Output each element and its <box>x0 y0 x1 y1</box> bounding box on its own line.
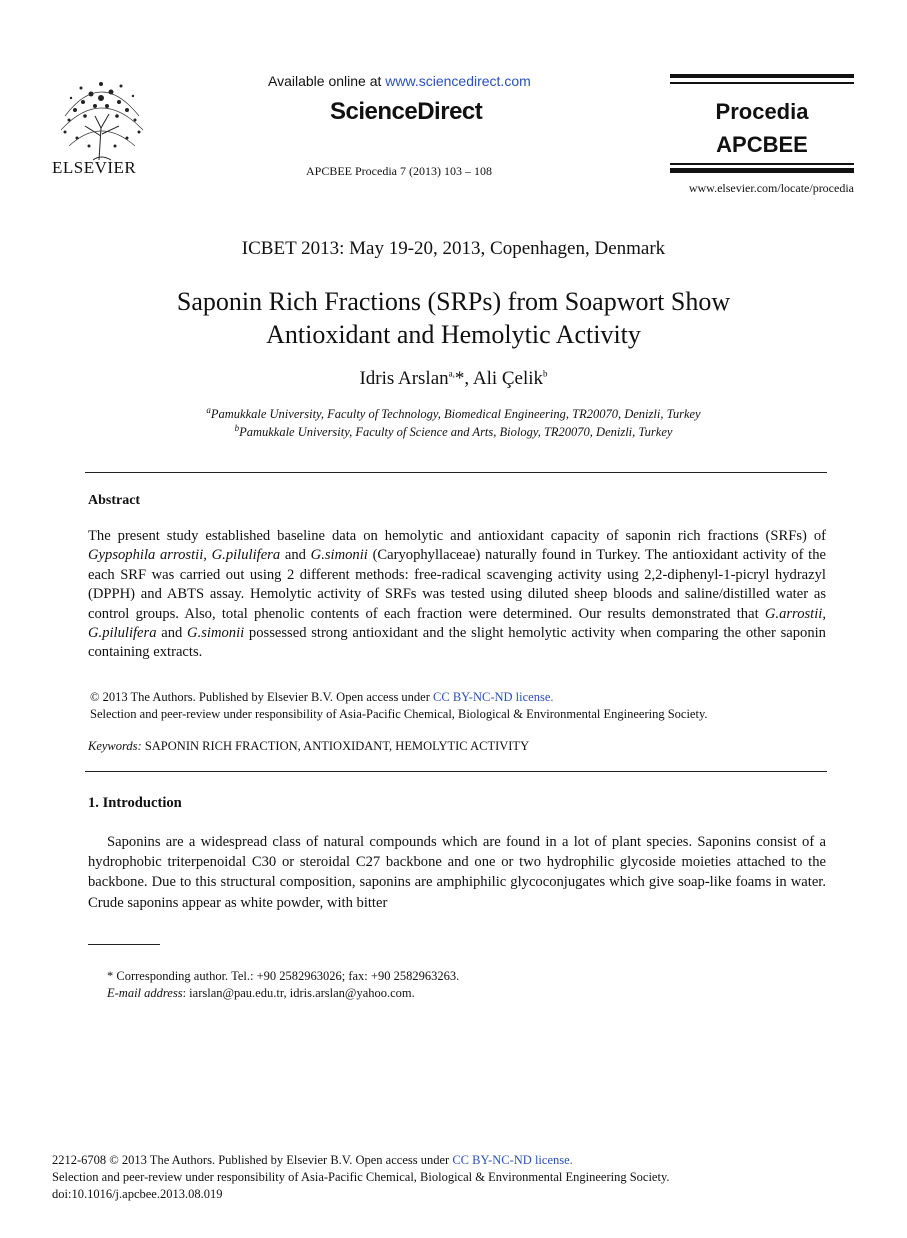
sciencedirect-logo: ScienceDirect <box>330 98 483 125</box>
title-line-1: Saponin Rich Fractions (SRPs) from Soapwort Show <box>176 287 731 316</box>
footer-issn <box>52 1153 573 1168</box>
available-online <box>268 73 531 89</box>
species-3: G.arrostii <box>764 605 823 622</box>
keywords-text: SAPONIN RICH FRACTION, ANTIOXIDANT, HEMOLYTIC ACTIVITY <box>141 739 530 753</box>
author-separator: , <box>464 368 473 389</box>
keywords <box>88 739 529 754</box>
abstract-body <box>88 527 826 663</box>
email-address <box>107 986 415 1001</box>
divider-top <box>85 472 827 473</box>
email-label: E-mail address <box>107 986 183 1000</box>
email-text: : iarslan@pau.edu.tr, idris.arslan@yahoo.com. <box>182 986 415 1000</box>
available-prefix: Available online at <box>268 73 386 89</box>
title-line-2: Antioxidant and Hemolytic Activity <box>266 320 641 349</box>
journal-url[interactable]: www.elsevier.com/locate/procedia <box>688 181 854 195</box>
keywords-label: Keywords: <box>88 739 142 753</box>
footer-peer-review: Selection and peer-review under responsibility of Asia-Pacific Chemical, Biological & Environmental Engineering Society. <box>52 1170 670 1184</box>
introduction-heading: 1. Introduction <box>88 795 182 811</box>
footer-license-link[interactable]: CC BY-NC-ND license. <box>452 1153 573 1167</box>
procedia-bottom-bar-thin <box>670 163 854 165</box>
conference-line: ICBET 2013: May 19-20, 2013, Copenhagen, Denmark <box>241 238 666 259</box>
procedia-top-bar-thin <box>670 82 854 84</box>
sciencedirect-link[interactable]: www.sciencedirect.com <box>385 73 531 89</box>
abstract-text-2: and <box>280 547 311 564</box>
copyright-text: © 2013 The Authors. Published by Elsevier B.V. Open access under <box>90 690 434 704</box>
journal-citation: APCBEE Procedia 7 (2013) 103 – 108 <box>306 164 492 178</box>
species-5: G.simonii <box>187 625 245 642</box>
procedia-bottom-bar <box>670 168 854 173</box>
author-2: Ali Çelik <box>472 368 544 389</box>
footnote-rule <box>88 944 160 945</box>
copyright-notice <box>90 689 708 723</box>
procedia-line2: APCBEE <box>716 132 808 157</box>
divider-bottom <box>85 771 827 772</box>
species-4: G.pilulifera <box>88 625 157 642</box>
copyright-line-2: Selection and peer-review under responsibility of Asia-Pacific Chemical, Biological & Environmental Engineering Society. <box>90 707 708 721</box>
abstract-text-3: (Caryophyllaceae) naturally found in Turkey. The antioxidant activity of the each SRF was carried out using 2 different methods: free-radical scavenging activity using 2,2-diphenyl-1-picryl hydrazyl (DPPH) and ABTS assay. Hemolytic activity of SRFs was tested using diluted sheep bloods and saline/distilled water as control groups. Also, total phenolic contents of each fraction were determined. Our results demonstrated that <box>88 547 826 622</box>
species-2: G.simonii <box>310 547 368 564</box>
introduction-body: Saponins are a widespread class of natural compounds which are found in a lot of plant species. Saponins consist of a hydrophobic triterpenoidal C30 or steroidal C27 backbone and one or two hydrophilic glycoside moieties attached to the backbone. Due to this structural composition, saponins are amphiphilic glycoconjugates which give soap-like foams in water. Crude saponins appear as white powder, with bitter <box>88 834 826 911</box>
affiliation-b-sup: b <box>234 422 240 433</box>
corresponding-author: * Corresponding author. Tel.: +90 2582963026; fax: +90 2582963263. <box>107 969 460 983</box>
affiliation-a-sup: a <box>206 404 211 415</box>
author-1-affil: a, <box>448 368 455 379</box>
author-2-affil: b <box>543 368 548 379</box>
species-1: Gypsophila arrostii, G.pilulifera <box>88 547 281 564</box>
affiliation-b-text: Pamukkale University, Faculty of Science and Arts, Biology, TR20070, Denizli, Turkey <box>239 425 673 439</box>
affiliation-b <box>0 422 907 440</box>
footer-issn-text: 2212-6708 © 2013 The Authors. Published by Elsevier B.V. Open access under <box>52 1153 453 1167</box>
author-list <box>0 368 907 390</box>
footer-doi[interactable]: doi:10.1016/j.apcbee.2013.08.019 <box>52 1187 223 1201</box>
abstract-text-6: possessed strong antioxidant and the slight hemolytic activity when comparing the other saponin containing extracts. <box>88 625 826 661</box>
affiliation-a-text: Pamukkale University, Faculty of Technology, Biomedical Engineering, TR20070, Denizli, Turkey <box>210 407 701 421</box>
procedia-title <box>670 95 854 161</box>
elsevier-wordmark: ELSEVIER <box>52 158 137 177</box>
paper-title <box>100 285 807 351</box>
procedia-top-bar <box>670 74 854 78</box>
abstract-text-5: and <box>156 625 188 642</box>
license-link[interactable]: CC BY-NC-ND license. <box>433 690 554 704</box>
elsevier-tree-logo <box>55 76 149 162</box>
abstract-text-4: , <box>822 605 826 622</box>
author-1: Idris Arslan <box>359 368 449 389</box>
affiliation-a <box>0 404 907 422</box>
procedia-line1: Procedia <box>715 99 809 124</box>
abstract-heading: Abstract <box>88 493 141 508</box>
abstract-text-1: The present study established baseline data on hemolytic and antioxidant capacity of saponin rich fractions (SRFs) of <box>88 528 826 544</box>
copyright-line-1 <box>90 689 708 706</box>
author-1-star: * <box>454 368 465 389</box>
